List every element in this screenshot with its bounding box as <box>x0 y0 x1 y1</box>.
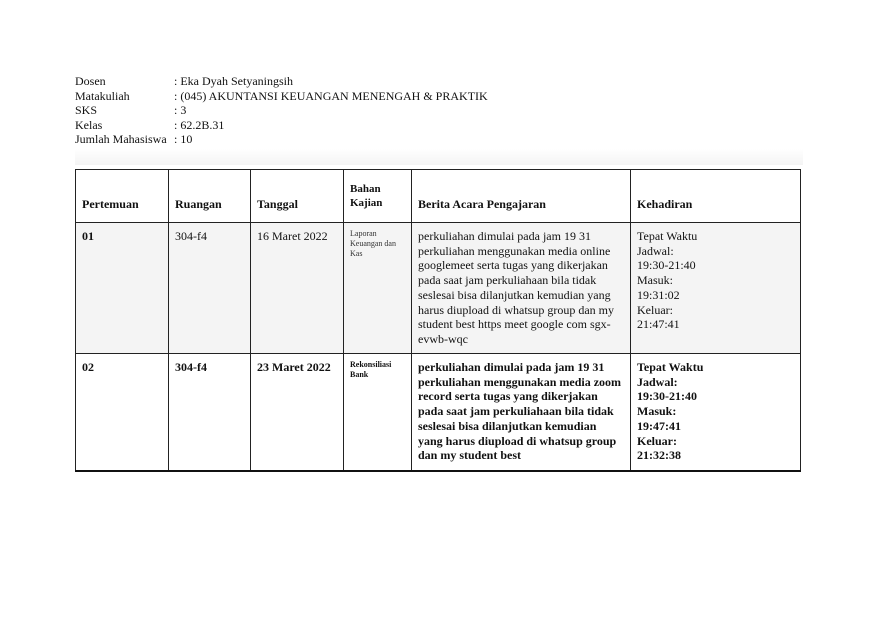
kehadiran-status: Tepat Waktu <box>637 229 698 243</box>
kehadiran-masuk-label: Masuk: <box>637 404 677 419</box>
cell-berita-acara: perkuliahan dimulai pada jam 19 31 perkuliahan menggunakan media zoom record serta tugas yang dikerjakan pada saat jam perkuliahaan bila tidak seslesai bisa dilanjutkan kemudian yang harus diupload di whatsup group dan my student best <box>412 354 631 472</box>
table-row <box>76 223 801 354</box>
info-row-jumlah <box>75 132 488 147</box>
matakuliah-value: : (045) AKUNTANSI KEUANGAN MENENGAH & PRAKTIK <box>174 88 488 103</box>
kelas-value: : 62.2B.31 <box>174 117 225 132</box>
cell-kehadiran <box>631 223 801 354</box>
header-ruangan: Ruangan <box>169 170 251 223</box>
course-info <box>75 74 488 147</box>
table-header-row <box>76 170 801 223</box>
info-row-kelas <box>75 118 488 133</box>
kehadiran-masuk: 19:31:02 <box>637 287 680 302</box>
cell-ruangan: 304-f4 <box>169 354 251 472</box>
cell-tanggal: 16 Maret 2022 <box>251 223 344 354</box>
cell-bahan-kajian: Laporan Keuangan dan Kas <box>344 223 412 354</box>
dosen-value: : Eka Dyah Setyaningsih <box>174 74 293 88</box>
attendance-table <box>75 169 801 472</box>
kehadiran-keluar: 21:32:38 <box>637 448 681 463</box>
header-berita-acara: Berita Acara Pengajaran <box>412 170 631 223</box>
table-row <box>76 354 801 472</box>
matakuliah-label: Matakuliah <box>75 88 130 103</box>
jumlah-label: Jumlah Mahasiswa <box>75 132 167 146</box>
cell-kehadiran <box>631 354 801 472</box>
kehadiran-jadwal-label: Jadwal: <box>637 243 674 258</box>
sks-label: SKS <box>75 103 98 117</box>
kehadiran-jadwal-label: Jadwal: <box>637 374 678 389</box>
info-row-matakuliah <box>75 89 488 104</box>
kehadiran-keluar-label: Keluar: <box>637 433 677 448</box>
kehadiran-keluar: 21:47:41 <box>637 317 680 332</box>
cell-berita-acara: perkuliahan dimulai pada jam 19 31 perkuliahan menggunakan media online googlemeet serta tugas yang dikerjakan pada saat jam perkuliahaan bila tidak seslesai bisa dilanjutkan kemudian yang harus diupload di whatsup group dan my student best https meet google com sgx-evwb-wqc <box>412 223 631 354</box>
info-row-sks <box>75 103 488 118</box>
header-pertemuan: Pertemuan <box>76 170 169 223</box>
jumlah-value: : 10 <box>174 132 193 146</box>
header-tanggal: Tanggal <box>251 170 344 223</box>
kehadiran-jadwal: 19:30-21:40 <box>637 389 697 404</box>
kehadiran-status: Tepat Waktu <box>637 360 704 374</box>
cell-bahan-kajian: Rekonsiliasi Bank <box>344 354 412 472</box>
kehadiran-masuk: 19:47:41 <box>637 418 681 433</box>
kehadiran-jadwal: 19:30-21:40 <box>637 258 696 273</box>
cell-pertemuan: 01 <box>76 223 169 354</box>
dosen-label: Dosen <box>75 74 106 88</box>
separator-band <box>75 149 803 165</box>
kelas-label: Kelas <box>75 117 103 132</box>
header-bahan-kajian: Bahan Kajian <box>344 170 412 223</box>
info-row-dosen <box>75 74 488 89</box>
sks-value: : 3 <box>174 103 187 117</box>
cell-tanggal: 23 Maret 2022 <box>251 354 344 472</box>
cell-pertemuan: 02 <box>76 354 169 472</box>
kehadiran-masuk-label: Masuk: <box>637 273 673 288</box>
header-kehadiran: Kehadiran <box>631 170 801 223</box>
cell-ruangan: 304-f4 <box>169 223 251 354</box>
kehadiran-keluar-label: Keluar: <box>637 302 673 317</box>
